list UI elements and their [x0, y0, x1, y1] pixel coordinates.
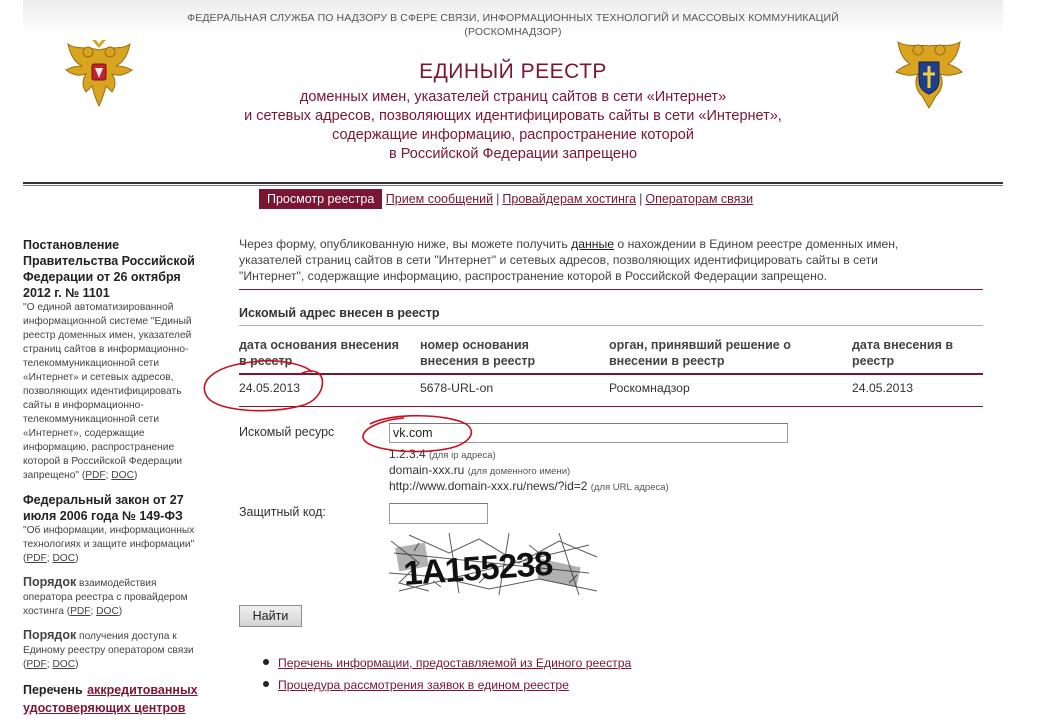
- sidebar: [23, 237, 213, 726]
- header-divider: [23, 185, 1003, 186]
- captcha-text: 1A155238: [402, 544, 554, 593]
- pdf-link[interactable]: PDF: [26, 553, 47, 564]
- page-subtitle: в Российской Федерации запрещено: [388, 146, 638, 162]
- pdf-link[interactable]: PDF: [26, 659, 47, 670]
- accredited-centers-link[interactable]: удостоверяющих центров: [23, 701, 186, 715]
- sidebar-item-hosting-procedure: Порядок взаимодействия оператора реестра с провайдером хостинга (PDF; DOC): [23, 575, 188, 617]
- result-status: Искомый адрес внесен в реестр: [239, 306, 440, 320]
- data-link[interactable]: данные: [571, 237, 615, 251]
- column-header: номер основания внесения в реестр: [420, 338, 536, 368]
- doc-link[interactable]: DOC: [52, 659, 76, 670]
- captcha-input[interactable]: [389, 503, 488, 524]
- page-subtitle: доменных имен, указателей страниц сайтов в сети «Интернет»: [299, 89, 727, 105]
- page: [23, 0, 1003, 719]
- procedure-link[interactable]: Процедура рассмотрения заявок в едином реестре: [278, 678, 569, 692]
- hint-ip: 1.2.3.4 (для ip адреса): [389, 447, 496, 461]
- page-title: ЕДИНЫЙ РЕЕСТР: [419, 60, 607, 83]
- tab-telecom-operators[interactable]: Операторам связи: [645, 192, 754, 206]
- sidebar-item-decree-1101: Постановление Правительства Российской Федерации от 26 октября 2012 г. № 1101 "О единой автоматизированной информационной системе "Единый реестр доменных имен, указателей страниц сайтов в информационно- телекоммуникационной сети «Интернет» и сетевых адресов, позволяющих идентифицировать сайты в информационно- телекоммуникационной сети «Интернет», содержащие информацию, распространение которой в Российской Федерации запрещено" (PDF; DOC): [23, 238, 195, 481]
- captcha-image: [389, 533, 599, 595]
- cell-basis-number: 5678-URL-on: [420, 381, 494, 395]
- page-subtitle: и сетевых адресов, позволяющих идентифицировать сайты в сети «Интернет»,: [244, 108, 782, 124]
- resource-label: Искомый ресурс: [239, 425, 335, 439]
- table-divider: [239, 406, 983, 407]
- nav-separator: |: [496, 192, 500, 206]
- doc-link[interactable]: DOC: [96, 606, 119, 617]
- section-divider: [239, 325, 983, 326]
- pdf-link[interactable]: PDF: [70, 606, 91, 617]
- accredited-centers-link[interactable]: аккредитованных: [87, 683, 198, 697]
- hint-url: http://www.domain-xxx.ru/news/?id=2 (для URL адреса): [389, 479, 669, 493]
- info-links: [263, 655, 631, 699]
- tab-view-registry[interactable]: Просмотр реестра: [259, 189, 382, 209]
- agency-name: ФЕДЕРАЛЬНАЯ СЛУЖБА ПО НАДЗОРУ В СФЕРЕ СВЯЗИ, ИНФОРМАЦИОННЫХ ТЕХНОЛОГИЙ И МАССОВЫХ КОММУНИКАЦИЙ (РОСКОМНАДЗОР): [187, 12, 839, 38]
- sidebar-item-law-149: Федеральный закон от 27 июля 2006 года № 149-ФЗ "Об информации, информационных технологиях и защите информации" (PDF; DOC): [23, 493, 195, 564]
- section-divider: [239, 289, 983, 290]
- cell-authority: Роскомнадзор: [609, 381, 690, 395]
- doc-link[interactable]: DOC: [52, 553, 76, 564]
- tab-messages[interactable]: Прием сообщений: [385, 192, 494, 206]
- bullet-icon: [263, 659, 269, 665]
- doc-link[interactable]: DOC: [111, 470, 134, 481]
- sidebar-item-certification-centers: Перечень аккредитованных удостоверяющих центров: [23, 683, 198, 715]
- resource-input[interactable]: [389, 423, 788, 443]
- column-header: дата внесения в реестр: [852, 338, 954, 368]
- intro-text: Через форму, опубликованную ниже, вы можете получить данные о нахождении в Едином реестре доменных имен, указателей страниц сайтов в сети "Интернет" и сетевых адресов, позволяющих идентифицировать сайты в сети "Интернет", содержащие информацию, распространение которой в Российской Федерации запрещено.: [239, 237, 899, 283]
- main-nav: [259, 189, 753, 209]
- header-divider: [23, 182, 1003, 184]
- hint-domain: domain-xxx.ru (для доменного имени): [389, 463, 571, 477]
- bullet-icon: [263, 681, 269, 687]
- list-item: [263, 655, 631, 677]
- table-divider: [239, 373, 983, 375]
- column-header: орган, принявший решение о внесении в реестр: [609, 338, 791, 368]
- cell-basis-date: 24.05.2013: [239, 381, 300, 395]
- cell-entry-date: 24.05.2013: [852, 381, 913, 395]
- tab-hosting-providers[interactable]: Провайдерам хостинга: [502, 192, 637, 206]
- captcha-label: Защитный код:: [239, 505, 326, 519]
- submit-button[interactable]: Найти: [239, 605, 302, 627]
- column-header: дата основания внесения в реестр: [239, 338, 399, 368]
- nav-separator: |: [639, 192, 643, 206]
- info-list-link[interactable]: Перечень информации, предоставляемой из Единого реестра: [278, 656, 632, 670]
- page-subtitle: содержащие информацию, распространение которой: [332, 127, 694, 143]
- sidebar-item-access-procedure: Порядок получения доступа к Единому реестру оператором связи (PDF; DOC): [23, 628, 194, 670]
- pdf-link[interactable]: PDF: [85, 470, 106, 481]
- list-item: [263, 677, 631, 699]
